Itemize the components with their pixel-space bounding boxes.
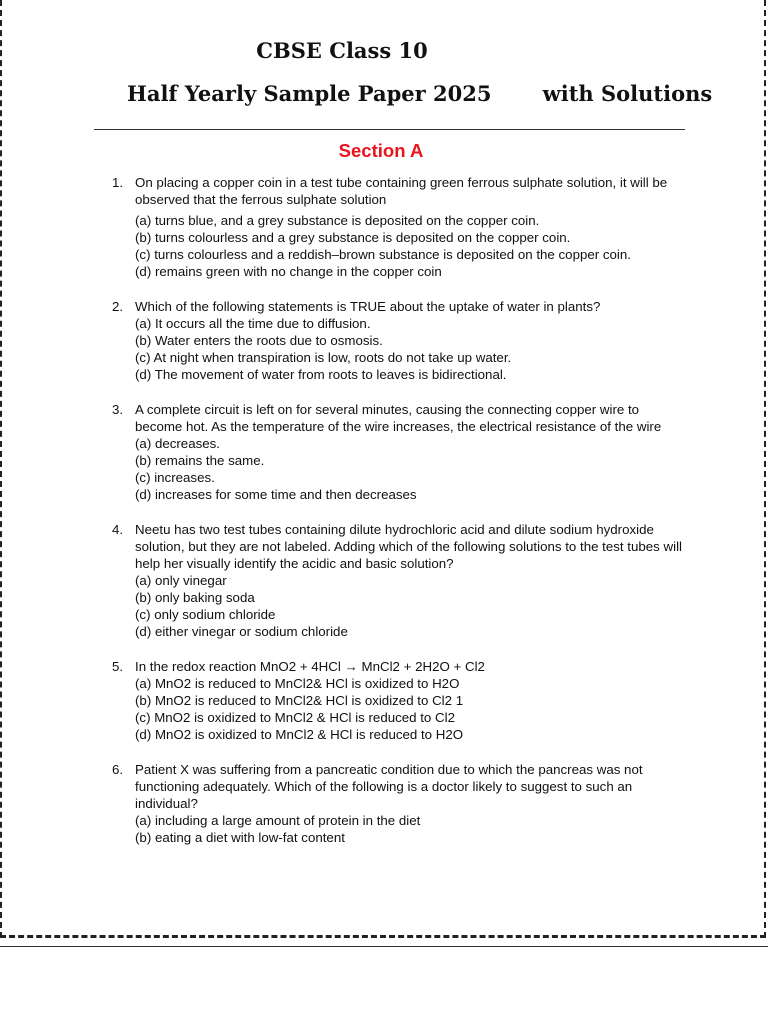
option-list (135, 435, 682, 503)
question-list (112, 174, 682, 864)
question-number: 5. (112, 659, 124, 674)
option-c: (c) only sodium chloride (135, 607, 276, 622)
question-1 (112, 174, 682, 280)
option-d: (d) either vinegar or sodium chloride (135, 624, 348, 639)
option-a: (a) It occurs all the time due to diffusion. (135, 316, 371, 331)
option-b: (b) turns colourless and a grey substance is deposited on the copper coin. (135, 230, 571, 245)
section-heading: Section A (338, 140, 424, 161)
option-d: (d) MnO2 is oxidized to MnCl2 & HCl is reduced to H2O (135, 727, 464, 742)
option-list (135, 572, 682, 640)
question-number: 4. (112, 522, 124, 537)
option-c: (c) increases. (135, 470, 215, 485)
option-list (135, 675, 682, 743)
option-b: (b) MnO2 is reduced to MnCl2& HCl is oxidized to Cl2 1 (135, 693, 464, 708)
question-text: Which of the following statements is TRUE about the uptake of water in plants? (135, 299, 601, 314)
option-list (135, 212, 682, 280)
question-text: On placing a copper coin in a test tube containing green ferrous sulphate solution, it will be observed that the ferrous sulphate solution (135, 175, 668, 207)
question-4 (112, 521, 682, 640)
question-5 (112, 658, 682, 743)
page-separator (0, 946, 768, 947)
title-divider (94, 129, 685, 130)
option-b: (b) only baking soda (135, 590, 255, 605)
question-text: In the redox reaction MnO2 + 4HCl → MnCl2 + 2H2O + Cl2 (135, 659, 485, 674)
question-text: Neetu has two test tubes containing dilute hydrochloric acid and dilute sodium hydroxide solution, but they are not labeled. Adding which of the following solutions to the test tubes will help her visually identify the acidic and basic solution? (135, 522, 682, 571)
question-number: 6. (112, 762, 124, 777)
option-list (135, 812, 682, 846)
option-a: (a) including a large amount of protein in the diet (135, 813, 421, 828)
option-a: (a) turns blue, and a grey substance is deposited on the copper coin. (135, 213, 540, 228)
question-text: A complete circuit is left on for several minutes, causing the connecting copper wire to become hot. As the temperature of the wire increases, the electrical resistance of the wire (135, 402, 662, 434)
option-b: (b) remains the same. (135, 453, 265, 468)
document-title: CBSE Class 10 (256, 38, 428, 63)
option-d: (d) increases for some time and then decreases (135, 487, 417, 502)
question-6 (112, 761, 682, 846)
option-c: (c) At night when transpiration is low, roots do not take up water. (135, 350, 512, 365)
question-text: Patient X was suffering from a pancreatic condition due to which the pancreas was not functioning adequately. Which of the following is a doctor likely to suggest to such an individual? (135, 762, 643, 811)
option-d: (d) The movement of water from roots to leaves is bidirectional. (135, 367, 507, 382)
question-3 (112, 401, 682, 503)
question-number: 3. (112, 402, 124, 417)
question-number: 1. (112, 175, 124, 190)
option-b: (b) Water enters the roots due to osmosis. (135, 333, 383, 348)
option-c: (c) turns colourless and a reddish–brown substance is deposited on the copper coin. (135, 247, 631, 262)
option-list (135, 315, 682, 383)
option-a: (a) only vinegar (135, 573, 227, 588)
option-a: (a) MnO2 is reduced to MnCl2& HCl is oxidized to H2O (135, 676, 460, 691)
option-d: (d) remains green with no change in the copper coin (135, 264, 442, 279)
question-2 (112, 298, 682, 383)
document-subtitle: Half Yearly Sample Paper 2025 with Solutions (127, 81, 713, 106)
option-c: (c) MnO2 is oxidized to MnCl2 & HCl is reduced to Cl2 (135, 710, 455, 725)
question-number: 2. (112, 299, 124, 314)
option-b: (b) eating a diet with low-fat content (135, 830, 345, 845)
option-a: (a) decreases. (135, 436, 220, 451)
